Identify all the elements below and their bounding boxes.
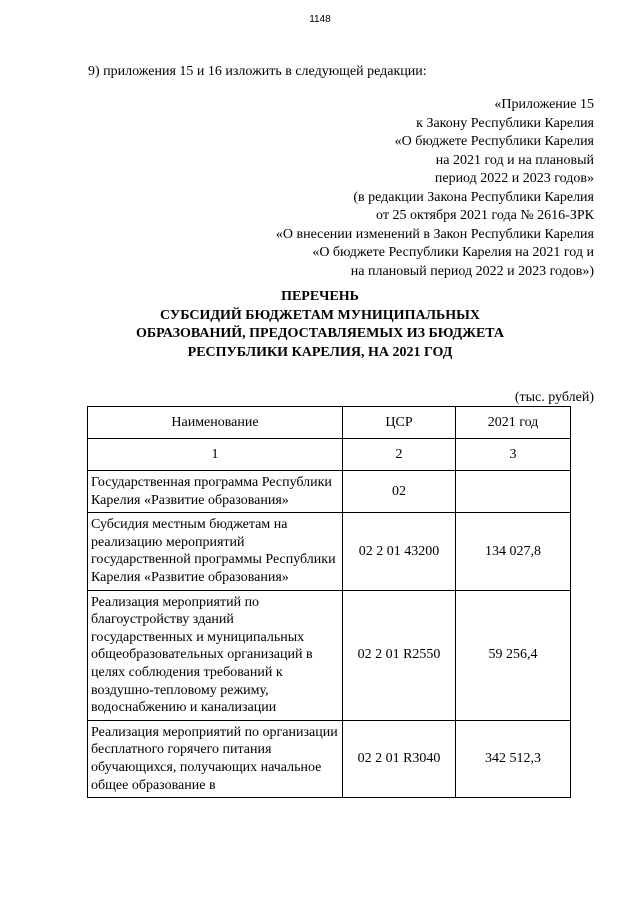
subsidies-table — [87, 406, 571, 798]
column-number: 2 — [343, 439, 456, 471]
title-line: РЕСПУБЛИКИ КАРЕЛИЯ, НА 2021 ГОД — [187, 344, 453, 360]
appendix-line: период 2022 и 2023 годов» — [434, 171, 594, 186]
column-number: 1 — [88, 439, 343, 471]
appendix-line: от 25 октября 2021 года № 2616-ЗРК — [376, 208, 594, 223]
page-number: 1148 — [309, 14, 331, 25]
appendix-line: «О бюджете Республики Карелия на 2021 год и — [312, 245, 594, 260]
table-row — [88, 720, 571, 797]
appendix-line: на плановый период 2022 и 2023 годов») — [350, 263, 594, 279]
row-code: 02 2 01 R3040 — [343, 720, 456, 797]
column-header-code: ЦСР — [343, 407, 456, 439]
table-row — [88, 513, 571, 590]
table-row — [88, 471, 571, 513]
appendix-header — [276, 96, 594, 281]
appendix-line: к Закону Республики Карелия — [416, 115, 594, 131]
intro-paragraph: 9) приложения 15 и 16 изложить в следующей редакции: — [88, 64, 427, 79]
document-title — [0, 288, 640, 362]
table-header-row — [88, 407, 571, 439]
row-amount: 134 027,8 — [456, 513, 571, 590]
row-amount — [456, 471, 571, 513]
row-code: 02 — [343, 471, 456, 513]
row-name: Реализация мероприятий по благоустройству зданий государственных и муниципальных общеобразовательных организаций в целях соблюдения требований к воздушно-тепловому режиму, водоснабжению и канализации — [88, 590, 343, 720]
row-amount: 342 512,3 — [456, 720, 571, 797]
title-line: ОБРАЗОВАНИЙ, ПРЕДОСТАВЛЯЕМЫХ ИЗ БЮДЖЕТА — [135, 326, 505, 341]
row-name: Субсидия местным бюджетам на реализацию мероприятий государственной программы Республики Карелия «Развитие образования» — [88, 513, 343, 590]
column-header-name: Наименование — [88, 407, 343, 439]
row-amount: 59 256,4 — [456, 590, 571, 720]
column-header-amount: 2021 год — [456, 407, 571, 439]
row-name: Реализация мероприятий по организации бесплатного горячего питания обучающихся, получающих начальное общее образование в — [88, 720, 343, 797]
appendix-line: «Приложение 15 — [494, 97, 594, 112]
row-code: 02 2 01 43200 — [343, 513, 456, 590]
title-line: ПЕРЕЧЕНЬ — [281, 289, 359, 304]
appendix-line: на 2021 год и на плановый — [435, 152, 594, 168]
column-number: 3 — [456, 439, 571, 471]
row-name: Государственная программа Республики Карелия «Развитие образования» — [88, 471, 343, 513]
table-row — [88, 590, 571, 720]
units-label: (тыс. рублей) — [514, 390, 594, 405]
title-line: СУБСИДИЙ БЮДЖЕТАМ МУНИЦИПАЛЬНЫХ — [160, 307, 480, 323]
appendix-line: (в редакции Закона Республики Карелия — [353, 189, 594, 205]
column-number-row — [88, 439, 571, 471]
appendix-line: «О внесении изменений в Закон Республики Карелия — [275, 226, 594, 242]
row-code: 02 2 01 R2550 — [343, 590, 456, 720]
appendix-line: «О бюджете Республики Карелия — [394, 134, 594, 149]
